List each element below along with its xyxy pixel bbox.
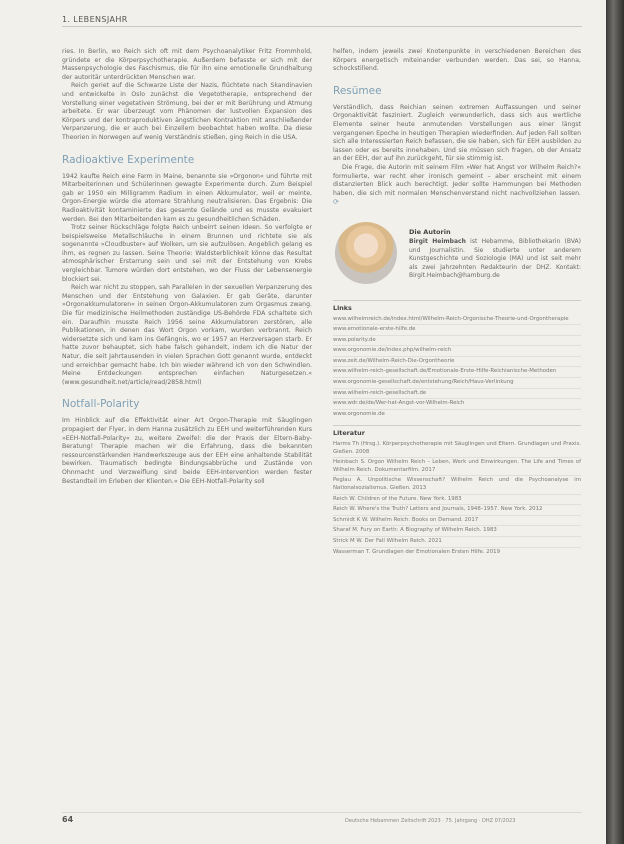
footer-imprint: Deutsche Hebammen Zeitschrift 2023 · 75. Jahrgang · DHZ 07/2023 <box>345 818 516 824</box>
paragraph: 1942 kaufte Reich eine Farm in Maine, benannte sie »Orgonon« und führte mit Mitarbeiterinnen und Schülerinnen gewagte Experimente durch. Zum Beispiel gab er 1950 ein Milligramm Radium in einen Akkumulator, weil er meinte, Orgon-Energie würde die atomare Strahlung neutralisieren. Das Ergebnis: Die Radioaktivität kontaminierte das gesamte Gelände und es musste evakuiert werden. Bei den Mitarbeitenden kam es zu gesundheitlichen Schäden. <box>62 172 312 223</box>
author-label: Die Autorin <box>409 227 451 236</box>
paragraph: Reich war nicht zu stoppen, sah Parallelen in der sexuellen Verpanzerung des Menschen und der Entstehung von Galaxien. Er gab Geräte, darunter »Orgonakkumulatoren« in seinen Orgon-Akkumulatoren zum Orgasmus zwang. Die für medizinische Heilmethoden zuständige US-Behörde FDA schaltete sich ein. Daraufhin musste Reich 1956 seine Akkumulatoren zerstören, alle Publikationen, in denen das Wort Orgon vorkam, wurden verbrannt. Reich widersetzte sich und kam ins Gefängnis, wo er 1957 an Herzversagen starb. Er hatte zuvor behauptet, sich habe falsch gehandelt, indem ich die Natur der Natur, die seit Jahrtausenden in vielen Sprachen Gott genannt wurde, entdeckt und erreichbar gemacht habe. Ich bin wieder während ich von den Schwindlen. Meine Entdeckungen entsprechen einfachen Naturgesetzen.« (www.gesundheit.net/article/read/2858.html) <box>62 284 312 386</box>
paragraph: ries. In Berlin, wo Reich sich oft mit dem Psychoanalytiker Fritz Frommhold, gründete er die Körperpsychotherapie. Außerdem befasste er sich mit der Massenpsychologie des Faschismus, die für ihn eine emotionelle Grundhaltung der autoritär unterdrückten Menschen war. <box>62 48 312 81</box>
link-item[interactable]: www.zeit.de/Wilhelm-Reich-Die-Orgontheorie <box>333 357 581 368</box>
footer-divider <box>62 812 582 813</box>
section-heading-radioaktive: Radioaktive Experimente <box>62 153 195 166</box>
literature-item: Schmidt K W. Wilhelm Reich: Books on Demand. 2017 <box>333 516 581 527</box>
paragraph-text: Die Frage, die Autorin mit seinem Film »Wer hat Angst vor Wilhelm Reich?« formulierte, war recht eher ironisch gemeint – aber erscheint mit einem distanzierten Blick auch berechtigt. Jeder sollte Hammungen bei Methoden haben, die sich mit normalen Menschenverstand nicht nachvollziehen lassen. <box>333 163 581 197</box>
paragraph: Reich geriet auf die Schwarze Liste der Nazis, flüchtete nach Skandinavien und entwickelte in Oslo zunächst die Vegetotherapie, entsprechend der Vorstellung einer vegetativen Strömung, bei der er mit Berührung und Atmung arbeitete. Er war überzeugt vom Phänomen der lustvollen Expansion des Körpers und der kontraproduktiven ängstlichen Kontraktion mit anschließender Verpanzerung, die er auch bei Einzellern beobachtet haben wollte. Da diese Theorien in Norwegen auf wenig Verständnis stießen, ging Reich in die USA. <box>62 82 312 141</box>
links-box <box>333 300 581 420</box>
link-item[interactable]: www.emotionale-erste-hilfe.de <box>333 325 581 336</box>
refresh-icon: ⟳ <box>333 198 339 207</box>
literature-item: Heinbach S. Orgon Wilhelm Reich – Leben, Werk und Einwirkungen. The Life and Times of Wilhelm Reich. Dokumentarfilm. 2017 <box>333 458 581 476</box>
link-item[interactable]: www.wilhelm-reich-gesellschaft.de <box>333 389 581 400</box>
paragraph <box>333 164 581 208</box>
link-item[interactable]: www.wilhelm-reich-gesellschaft.de/Emotionale-Erste-Hilfe-Reichianische-Methoden <box>333 367 581 378</box>
link-item[interactable]: www.polarity.de <box>333 336 581 347</box>
paragraph: Verständlich, dass Reichian seinen extremen Auffassungen und seiner Orgonaktivität fasziniert. Zugleich verwunderlich, dass sich aus wertliche Elemente seiner heute anmutenden Vorstellungen aus einer längst vergangenen Epoche in heutigen Therapien wiederfinden. Auf jeden Fall sollten sich alle Interessierten Reich befassen, die sie haben, sich für EEH ausbilden zu lassen oder es bereits innehaben. Und sie müssen sich fragen, ob der Ansatz an der EEH, der auf ihn zurückgeht, für sie stimmig ist. <box>333 103 581 163</box>
link-item[interactable]: www.orgonomie-gesellschaft.de/entstehung/Reich/Haus-Verlinkung <box>333 378 581 389</box>
literature-item: Peglau A. Unpolitische Wissenschaft? Wilhelm Reich und die Psychoanalyse im Nationalsozialismus. Gießen. 2013 <box>333 476 581 494</box>
scan-background-edge <box>606 0 624 844</box>
header-divider <box>62 26 582 27</box>
author-description: ist Hebamme, Bibliothekarin (BVA) und Journalistin. Sie studierte unter anderem Kunstgeschichte und Soziologie (MA) und ist seit mehr als zwei Jahrzehnten Redakteurin der DHZ. Kontakt: Birgit.Heimbach@hamburg.de <box>409 238 581 279</box>
literature-item: Reich W. Children of the Future. New York. 1983 <box>333 495 581 506</box>
paragraph: Im Hinblick auf die Effektivität einer Art Orgon-Therapie mit Säuglingen propagiert der Flyer, in dem Hanna zusätzlich zu EEH und weiterführenden Kurs »EEH-Notfall-Polarity« zu, weitere Zweifel: die der Praxis der Eltern-Baby-Beratung! Therapie machen wir die Erfahrung, dass die bekannten ressourcenstärkenden Handwerkszeuge aus der EEH eine anhaltende Stabilität bewirken. Traumatisch bedingte Bindungsabbrüche und Zustände von Ohnmacht und Verzweiflung sind beide EEH-Intervention werden fester Bestandteil im Erleben der Klienten.« Die EEH-Notfall-Polarity soll <box>62 417 312 485</box>
literature-item: Reich W. Where's the Truth? Letters and Journals, 1948–1957. New York. 2012 <box>333 505 581 516</box>
section-heading-notfall: Notfall-Polarity <box>62 398 140 411</box>
page-number: 64 <box>62 815 74 824</box>
link-item[interactable]: www.orgonomie.de/index.php/wilhelm-reich <box>333 346 581 357</box>
links-title: Links <box>333 303 352 312</box>
link-item[interactable]: www.wdr.de/de/Wer-hat-Angst-vor-Wilhelm-Reich <box>333 399 581 410</box>
literature-title: Literatur <box>333 429 365 438</box>
running-title: 1. LEBENSJAHR <box>62 15 128 24</box>
literature-item: Strick M W. Der Fall Wilhelm Reich. 2021 <box>333 537 581 548</box>
literature-box <box>333 425 581 557</box>
literature-item: Wasserman T. Grundlagen der Emotionalen Ersten Hilfe. 2019 <box>333 548 501 555</box>
right-column <box>333 48 581 557</box>
literature-item: Harms Th (Hrsg.). Körperpsychotherapie mit Säuglingen und Eltern. Grundlagen und Praxis. Gießen. 2008 <box>333 440 581 458</box>
author-photo <box>335 222 397 284</box>
section-heading-resuemee: Resümee <box>333 84 382 97</box>
literature-item: Sharaf M. Fury on Earth: A Biography of Wilhelm Reich. 1983 <box>333 526 581 537</box>
paragraph: helfen, indem jeweils zwei Knotenpunkte in verschiedenen Bereichen des Körpers energetisch miteinander verbunden werden. Das sei, so Hanna, schockstillend. <box>333 48 581 73</box>
author-bio <box>409 228 581 280</box>
author-name: Birgit Heimbach <box>409 238 466 246</box>
link-item[interactable]: www.orgonomie.de <box>333 410 385 417</box>
author-box <box>333 222 581 294</box>
left-column <box>62 48 312 486</box>
paragraph: Trotz seiner Rückschläge folgte Reich unbeirrt seinen Ideen. So verfolgte er beispielsweise Metallschläuche in einem Brunnen und richtete sie als sogenannte »Cloudbuster« auf Wolken, um sie aufzulösen. Angeblich gelang es ihm, es regnen zu lassen. Seine Theorie: Waldsterblichkeit könne das Resultat atmosphärischer Erstarrung sein und sei mit der Entstehung von Krebs vergleichbar. Tumore würden dort entstehen, wo der Fluss der Lebensenergie blockiert sei. <box>62 224 312 283</box>
link-item[interactable]: www.wilhelmreich.de/index.html/Wilhelm-Reich-Orgonische-Theorie-und-Orgontherapie <box>333 315 581 326</box>
